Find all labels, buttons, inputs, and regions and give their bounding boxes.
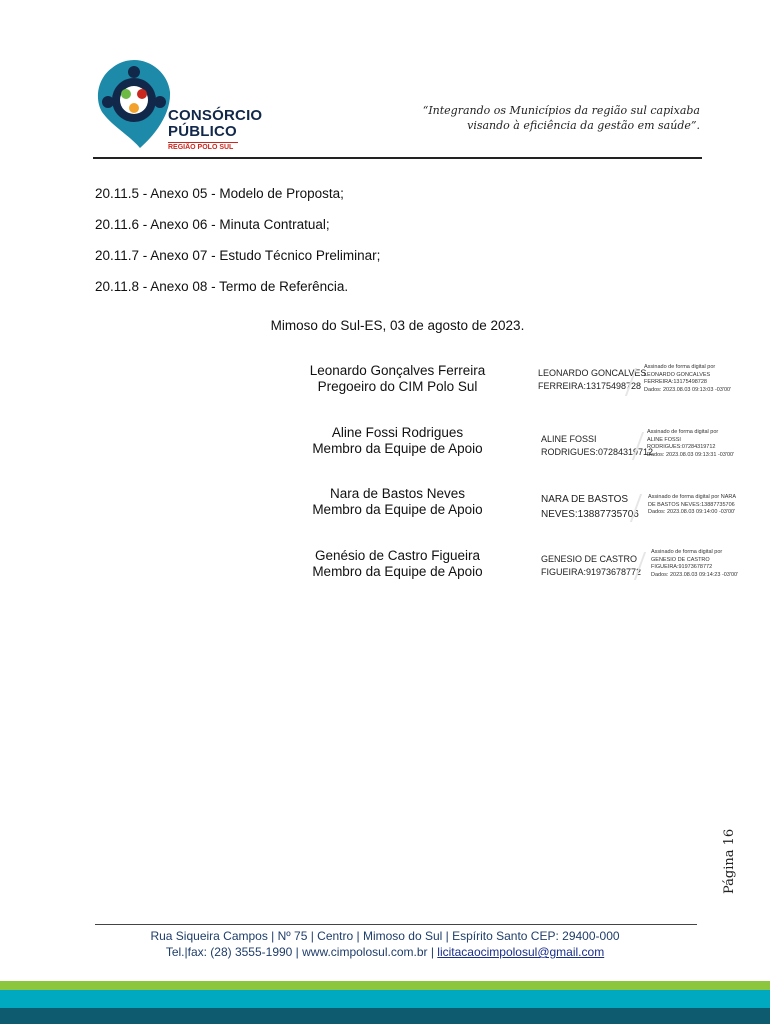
digital-signature — [541, 428, 761, 468]
signer-role: Membro da Equipe de Apoio — [312, 502, 483, 517]
digital-signature — [541, 548, 761, 588]
footer-phone-website: Tel.|fax: (28) 3555-1990 | www.cimpolosul.com.br | — [165, 945, 438, 959]
signer-block — [280, 548, 515, 580]
signer-role: Membro da Equipe de Apoio — [312, 441, 483, 456]
page-number-container — [722, 828, 770, 909]
digital-signature-details: Assinado de forma digital por GENESIO DE CASTRO FIGUEIRA:91973678772 Dados: 2023.08.03 09:14:23 -03'00' — [651, 549, 739, 578]
header-divider — [93, 157, 702, 159]
signer-block — [280, 425, 515, 457]
footer-divider — [95, 924, 697, 925]
header-motto — [423, 103, 700, 133]
digital-signature-name: GENESIO DE CASTRO FIGUEIRA:91973678772 — [541, 554, 642, 577]
digital-signature-name: ALINE FOSSI RODRIGUES:07284319712 — [541, 434, 654, 457]
logo-line-publico: PÚBLICO — [168, 123, 237, 140]
digital-signature-details: Assinado de forma digital por ALINE FOSSI RODRIGUES:07284319712 Dados: 2023.08.03 09:13:31 -03'00' — [647, 429, 735, 458]
signer-block — [280, 486, 515, 518]
signer-name: Leonardo Gonçalves Ferreira — [309, 363, 486, 378]
logo-emblem-icon — [94, 56, 174, 152]
annex-item-7: 20.11.7 - Anexo 07 - Estudo Técnico Preliminar; — [95, 248, 381, 263]
signer-name: Aline Fossi Rodrigues — [331, 425, 464, 440]
footer-band-green — [0, 981, 770, 990]
signer-role: Pregoeiro do CIM Polo Sul — [317, 379, 478, 394]
signer-role: Membro da Equipe de Apoio — [312, 564, 483, 579]
footer-band-cyan — [0, 990, 770, 1008]
motto-line-2: visando à eficiência da gestão em saúde”. — [467, 119, 700, 132]
annex-item-6: 20.11.6 - Anexo 06 - Minuta Contratual; — [95, 217, 330, 232]
footer-contact — [0, 945, 770, 959]
digital-signature-details: Assinado de forma digital por LEONARDO GONCALVES FERREIRA:13175498728 Dados: 2023.08.03 09:13:03 -03'00' — [644, 364, 732, 393]
page-number: Página 16 — [722, 828, 737, 894]
digital-signature — [538, 362, 758, 402]
footer-band-dark — [0, 1008, 770, 1024]
signer-block — [280, 363, 515, 395]
footer-email-link[interactable]: licitacaocimpolosul@gmail.com — [437, 945, 605, 959]
digital-signature-details: Assinado de forma digital por NARA DE BASTOS NEVES:13887735706 Dados: 2023.08.03 09:14:00 -03'00' — [648, 494, 737, 515]
digital-signature — [541, 490, 761, 530]
logo-wordmark — [168, 108, 262, 151]
digital-signature-name: LEONARDO GONCALVES FERREIRA:13175498728 — [538, 368, 647, 391]
place-and-date: Mimoso do Sul-ES, 03 de agosto de 2023. — [270, 318, 525, 333]
motto-line-1: “Integrando os Municípios da região sul capixaba — [422, 104, 700, 117]
annex-item-8: 20.11.8 - Anexo 08 - Termo de Referência. — [95, 279, 349, 294]
signer-name: Nara de Bastos Neves — [329, 486, 466, 501]
annex-item-5: 20.11.5 - Anexo 05 - Modelo de Proposta; — [95, 186, 344, 201]
signer-name: Genésio de Castro Figueira — [314, 548, 481, 563]
footer-address: Rua Siqueira Campos | Nº 75 | Centro | Mimoso do Sul | Espírito Santo CEP: 29400-000 — [150, 929, 620, 943]
logo-line-consorcio: CONSÓRCIO — [168, 107, 263, 124]
digital-signature-name: NARA DE BASTOS NEVES:13887735706 — [541, 494, 639, 520]
logo-line-regiao: REGIÃO POLO SUL — [168, 142, 238, 151]
